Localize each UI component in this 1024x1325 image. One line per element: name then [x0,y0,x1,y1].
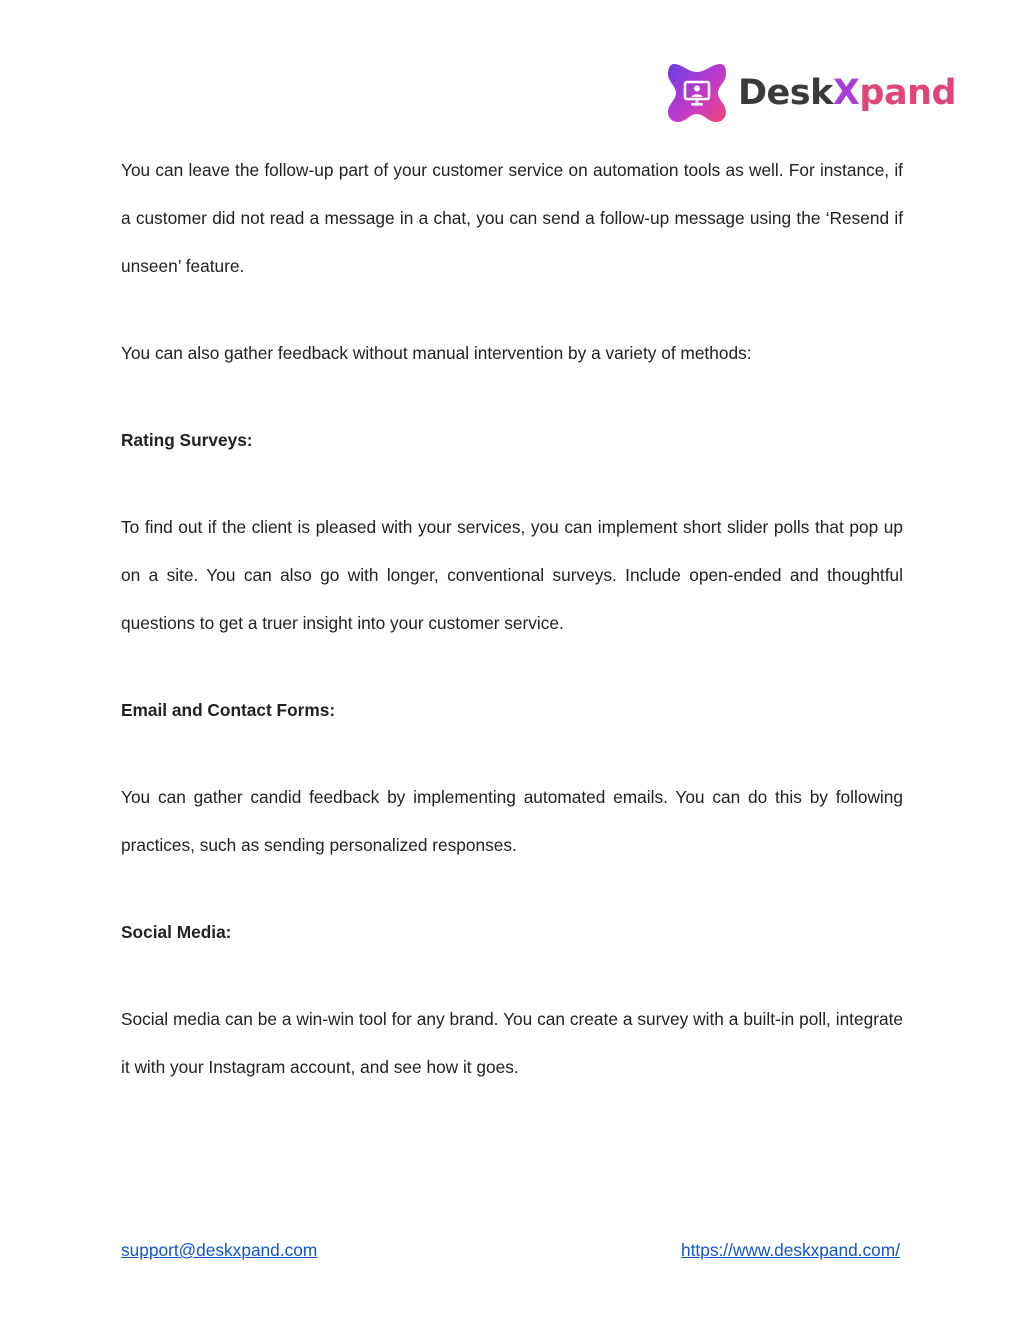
logo-word-desk: Desk [738,72,833,113]
paragraph-email-contact-forms: You can gather candid feedback by implementing automated emails. You can do this by following practices, such as sending personalized responses. [121,787,903,855]
document-body [121,146,903,1091]
paragraph-rating-surveys: To find out if the client is pleased with your services, you can implement short slider polls that pop up on a site. You can also go with longer, conventional surveys. Include open-ended and thoughtful questions to get a truer insight into your customer service. [121,517,903,633]
paragraph-feedback-methods: You can also gather feedback without manual intervention by a variety of methods: [121,343,752,363]
heading-social-media: Social Media: [121,922,232,942]
logo-word-pand: pand [859,72,957,113]
monitor-person-icon [664,60,730,126]
logo-wordmark [738,72,957,113]
deskxpand-logo [664,60,956,126]
paragraph-social-media: Social media can be a win-win tool for any brand. You can create a survey with a built-in poll, integrate it with your Instagram account, and see how it goes. [121,1009,903,1077]
support-email-link[interactable]: support@deskxpand.com [121,1240,318,1260]
heading-email-contact-forms: Email and Contact Forms: [121,700,336,720]
logo-word-x: X [832,72,860,113]
website-link[interactable]: https://www.deskxpand.com/ [681,1240,900,1260]
heading-rating-surveys: Rating Surveys: [121,430,253,450]
paragraph-automation-followup: You can leave the follow-up part of your customer service on automation tools as well. For instance, if a customer did not read a message in a chat, you can send a follow-up message using the ‘Resend if unseen’ feature. [121,160,903,276]
